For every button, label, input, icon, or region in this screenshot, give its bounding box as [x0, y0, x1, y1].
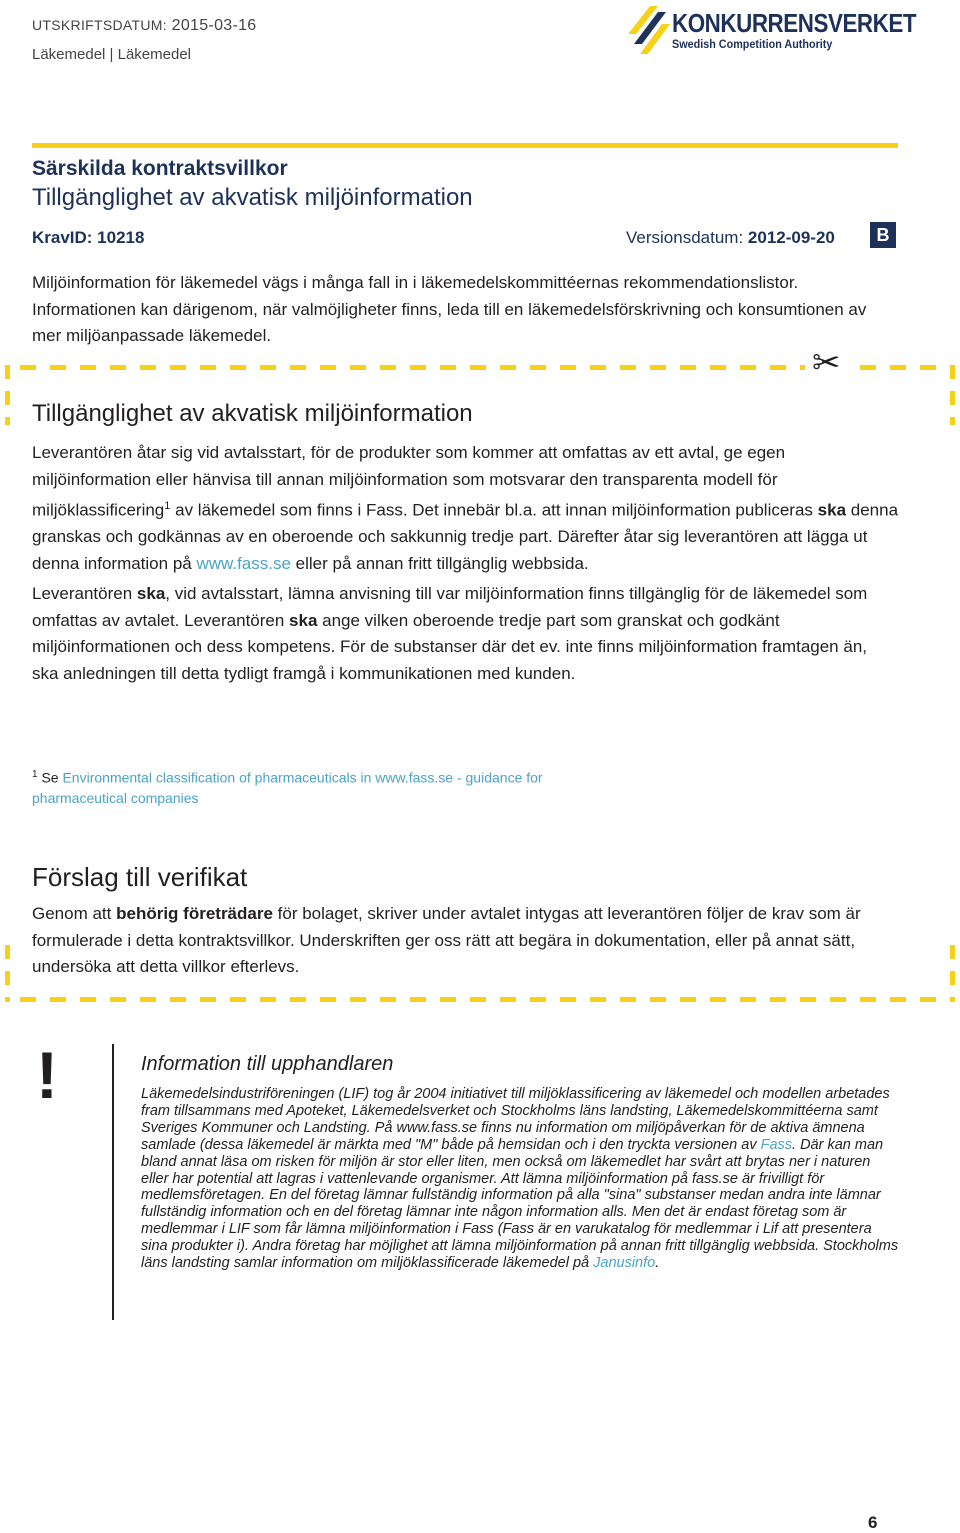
cut-border-left-bottom	[5, 945, 10, 1002]
v-text-b: för bolaget, skriver under avtalet intygas att leverantören följer de krav som är formulerade i detta kontraktsvillkor. Underskriften ger oss rätt att begära in dokumentation, eller på annat sätt, undersöka att detta villkor efterlevs.	[32, 904, 861, 976]
document-category: Särskilda kontraktsvillkor	[32, 157, 288, 180]
v-text-a: Genom att	[32, 904, 117, 923]
cut-border-right-bottom	[950, 945, 955, 1002]
info-divider	[112, 1044, 114, 1320]
info-fass-link[interactable]: Fass	[760, 1136, 793, 1153]
p1-text-a: Leverantören åtar sig vid avtalsstart, för de produkter som kommer att omfattas av ett avtal, ge egen miljöinformation eller hänvisa till annan miljöinformation som motsvarar den transparenta modell för miljöklassificering	[32, 443, 786, 520]
clause-title: Tillgänglighet av akvatisk miljöinformation	[32, 400, 473, 427]
footnote-se: Se	[37, 769, 63, 786]
clause-paragraph-1	[32, 440, 902, 577]
cut-border-top	[20, 365, 805, 370]
info-paragraph	[141, 1086, 901, 1272]
info-title: Information till upphandlaren	[141, 1053, 394, 1075]
p2-text-c: ange vilken oberoende tredje part som granskat och godkänt miljöinformationen och dess kompetens. För de substanser där det ev. inte finns miljöinformation framtagen än, ska anledningen till detta tydligt framgå i kommunikationen med kunden.	[32, 610, 867, 683]
print-label: UTSKRIFTSDATUM:	[32, 17, 167, 33]
footnote	[32, 765, 612, 808]
v-bold: behörig företrädare	[116, 904, 273, 923]
breadcrumb: Läkemedel | Läkemedel	[32, 46, 191, 63]
info-text-c: .	[655, 1255, 660, 1272]
scissors-icon: ✂	[812, 344, 841, 382]
page-number: 6	[868, 1513, 878, 1532]
cut-border-left-top	[5, 365, 10, 425]
fass-link[interactable]: www.fass.se	[196, 553, 291, 573]
print-date-line	[32, 17, 257, 35]
print-date: 2015-03-16	[171, 17, 257, 34]
p1-text-c: denna granskas och godkännas av en oberoende och sakkunnig tredje part. Därefter åtar sig leverantören att lägga ut denna information på	[32, 500, 899, 573]
version-date: 2012-09-20	[747, 228, 835, 247]
p1-bold-ska: ska	[817, 500, 847, 520]
category-badge: B	[870, 222, 896, 248]
footnote-link[interactable]: Environmental classification of pharmaceuticals in www.fass.se - guidance for pharmaceutical companies	[32, 769, 543, 806]
info-text-b: . Där kan man bland annat läsa om risken för miljön är stor eller liten, men också om läkemedlet har svårt att brytas ner i naturen eller har potential att lagras i vattenlevande organismer. Att lämna miljöinformation på fass.se är frivilligt för medlemsföretagen. En del företag lämnar fullständig information på alla "sina" substanser medan andra inte lämnar fullständig information och en del företag lämnar inte någon information alls. Men det är endast företag som är medlemmar i LIF som får lämna miljöinformation i Fass (Fass är en varukatalog för medlemmar i Lif att presentera sina produkter i). Andra företag har möjlighet att lämna miljöinformation på annan fritt tillgänglig webbsida. Stockholms läns landsting samlar information om miljöklassificerade läkemedel på	[141, 1136, 899, 1272]
logo-name: KONKURRENSVERKET	[672, 8, 917, 38]
exclamation-icon: !	[36, 1038, 58, 1112]
p2-bold-ska-1: ska	[136, 584, 166, 603]
konkurrensverket-logo	[626, 4, 917, 54]
verification-title: Förslag till verifikat	[32, 862, 248, 892]
p2-bold-ska-2: ska	[289, 610, 318, 630]
krav-id: KravID: 10218	[32, 228, 145, 247]
cut-border-bottom	[20, 997, 955, 1002]
intro-paragraph: Miljöinformation för läkemedel vägs i många fall in i läkemedelskommittéernas rekommendationslistor. Informationen kan därigenom, när valmöjligheter finns, leda till en läkemedelsförskrivning och konsumtionen av mer miljöanpassade läkemedel.	[32, 273, 867, 345]
footnote-ref: 1	[164, 500, 171, 512]
p2-text-a: Leverantören	[32, 584, 137, 603]
p2-text-b: , vid avtalsstart, lämna anvisning till var miljöinformation finns tillgänglig för de läkemedel som omfattas av avtalet. Leverantören	[32, 584, 868, 630]
version-date-line	[626, 228, 835, 248]
verification-paragraph	[32, 901, 902, 981]
clause-paragraph-2	[32, 581, 892, 687]
footnote-number: 1	[32, 769, 38, 780]
logo-stripes-icon	[626, 4, 672, 54]
version-label: Versionsdatum:	[626, 228, 744, 247]
p1-text-d: eller på annan fritt tillgänglig webbsida.	[290, 553, 589, 573]
p1-text-b: av läkemedel som finns i Fass. Det innebär bl.a. att innan miljöinformation publiceras	[170, 500, 818, 520]
document-title: Tillgänglighet av akvatisk miljöinformation	[32, 184, 473, 211]
info-text-a: Läkemedelsindustriföreningen (LIF) tog år 2004 initiativet till miljöklassificering av läkemedel och modellen arbetades fram tillsammans med Apoteket, Läkemedelsverket och Stockholms läns landsting, Läkemedelskommittéerna samt Sveriges Kommuner och Landsting. På www.fass.se finns nu information om miljöpåverkan för de aktiva ämnena samlade (dessa läkemedel är märkta med "M" både på hemsidan och i den tryckta versionen av	[141, 1086, 890, 1153]
cut-border-right-top	[950, 365, 955, 425]
header-divider	[32, 143, 898, 148]
janusinfo-link[interactable]: Janusinfo	[593, 1255, 656, 1272]
logo-subtitle: Swedish Competition Authority	[672, 37, 833, 51]
cut-border-top-right	[860, 365, 955, 370]
